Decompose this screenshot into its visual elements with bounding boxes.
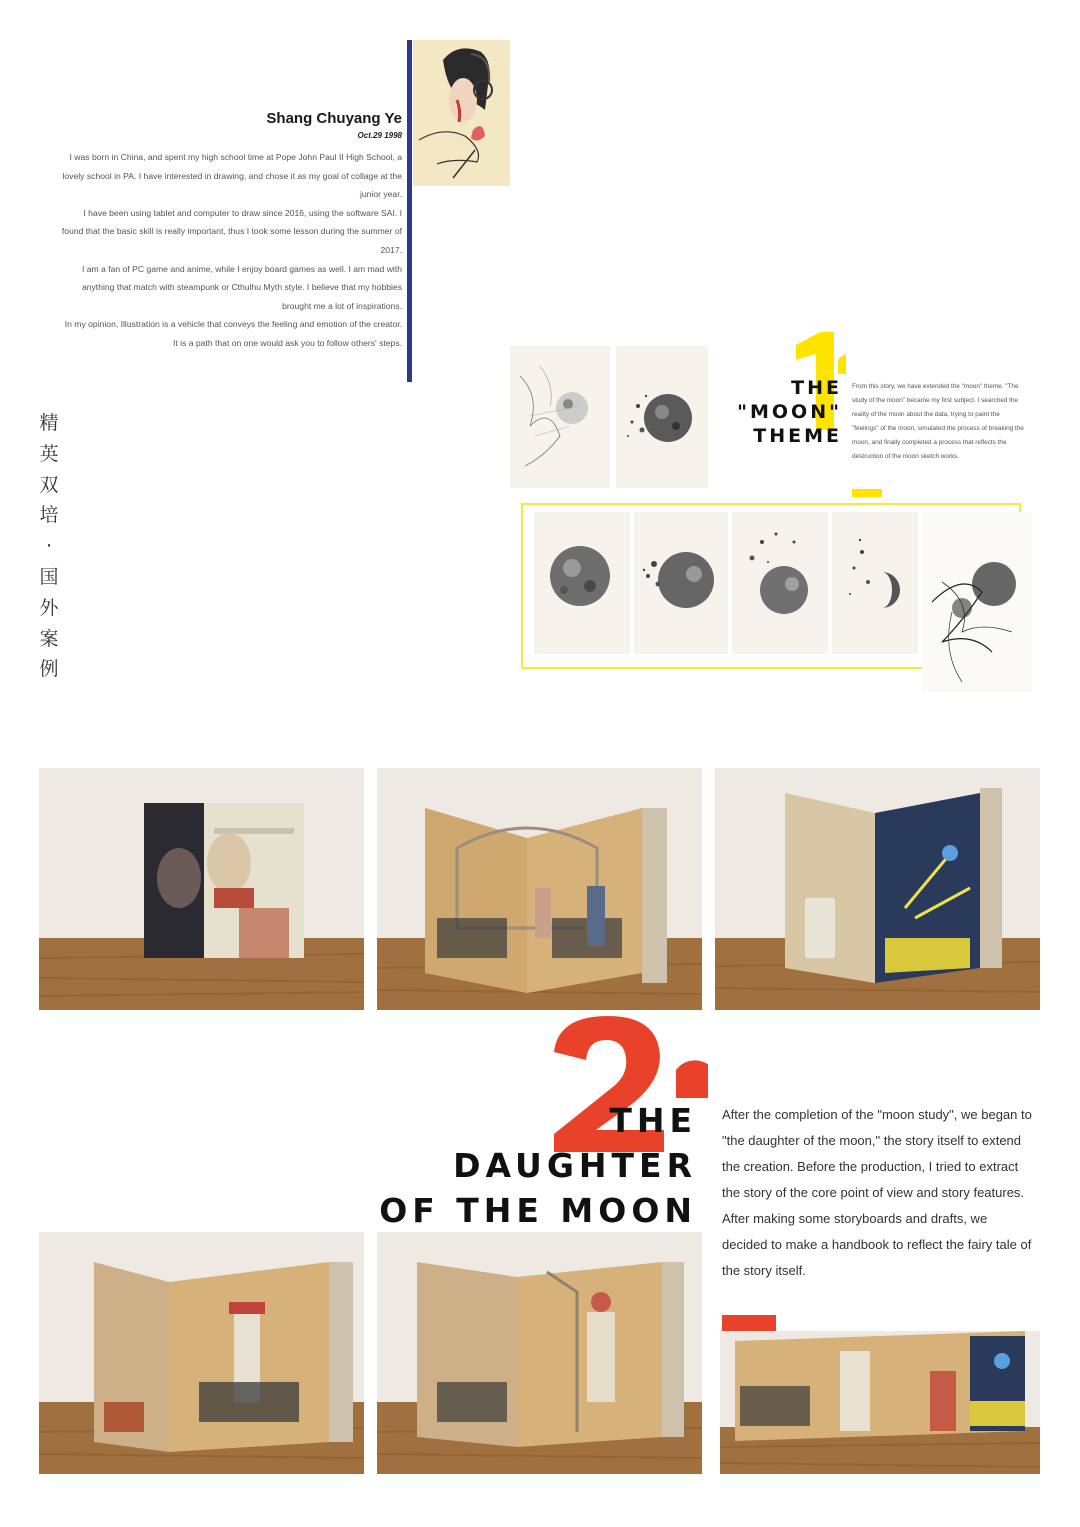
side-label-char: 双 — [39, 473, 59, 496]
portrait-illustration — [413, 40, 510, 186]
daughter-title-line: OF THE MOON — [379, 1191, 697, 1230]
bio-paragraph: In my opinion, Illustration is a vehicle that conveys the feeling and emotion of the creator. It is a path that on one would ask you to follow others' steps. — [64, 319, 402, 348]
side-label-char: 培 — [39, 504, 59, 527]
daughter-title-line: THE — [609, 1101, 697, 1140]
side-label-char: 案 — [39, 627, 59, 650]
moon-section-title — [700, 376, 842, 448]
moon-title-line: THE — [791, 377, 842, 399]
side-label-char: 外 — [39, 596, 59, 619]
bio-date: Oct.29 1998 — [357, 131, 402, 140]
side-label-char: 例 — [39, 658, 59, 681]
handbook-photo — [377, 768, 702, 1010]
handbook-photo — [377, 1232, 702, 1474]
moon-sketch-card — [832, 512, 918, 654]
yellow-accent-bar — [852, 489, 882, 497]
blue-accent-bar — [407, 40, 412, 382]
bio-name: Shang Chuyang Ye — [266, 110, 402, 127]
moon-sketch-card — [634, 512, 728, 654]
daughter-section-title — [320, 1098, 697, 1233]
side-label-char: 英 — [39, 442, 59, 465]
side-label-char: 国 — [39, 565, 59, 588]
handbook-photo — [715, 768, 1040, 1010]
moon-sketch-card — [732, 512, 828, 654]
side-label-char: 精 — [39, 412, 59, 434]
side-vertical-label — [34, 408, 64, 685]
handbook-photo — [720, 1331, 1040, 1474]
red-accent-bar — [722, 1315, 776, 1331]
moon-sketch-card — [534, 512, 630, 654]
moon-title-line: "MOON" — [737, 401, 842, 423]
moon-sketch-card — [510, 346, 610, 488]
bio-paragraph: I am a fan of PC game and anime, while I enjoy board games as well. I am mad with anything that match with steampunk or Cthulhu Myth style. I believe that my hobbies brought me a lot of inspirations. — [81, 263, 402, 311]
moon-sketch-card — [922, 512, 1032, 692]
moon-sketch-card — [616, 346, 708, 488]
bio-paragraph: I was born in China, and spent my high school time at Pope John Paul II High School, a lovely school in PA. I have interested in drawing, and chose it as my goal of collage at the junior year. — [62, 152, 402, 200]
bio-paragraph: I have been using tablet and computer to draw since 2016, using the software SAI. I found that the basic skill is really important, thus I took some lesson during the summer of 2017. — [61, 207, 402, 255]
moon-section-text: From this story, we have extended the "moon" theme. "The study of the moon" became my first subject. I searched the reality of the moon about the data, trying to paint the "feelings" of the moon, simulated the process of breaking the moon, and finally completed a process that reflects the destruction of the moon sketch works. — [852, 383, 1024, 461]
handbook-photo — [39, 1232, 364, 1474]
bio-text — [60, 148, 402, 353]
side-label-char: · — [45, 535, 53, 558]
daughter-title-line: DAUGHTER — [453, 1146, 697, 1185]
moon-title-line: THEME — [753, 425, 842, 447]
handbook-photo — [39, 768, 364, 1010]
daughter-section-text: After the completion of the "moon study", we began to "the daughter of the moon," the story itself to extend the creation. Before the production, I tried to extract the story of the core point of view and story features. After making some storyboards and drafts, we decided to make a handbook to reflect the fairy tale of the story itself. — [722, 1107, 1032, 1278]
